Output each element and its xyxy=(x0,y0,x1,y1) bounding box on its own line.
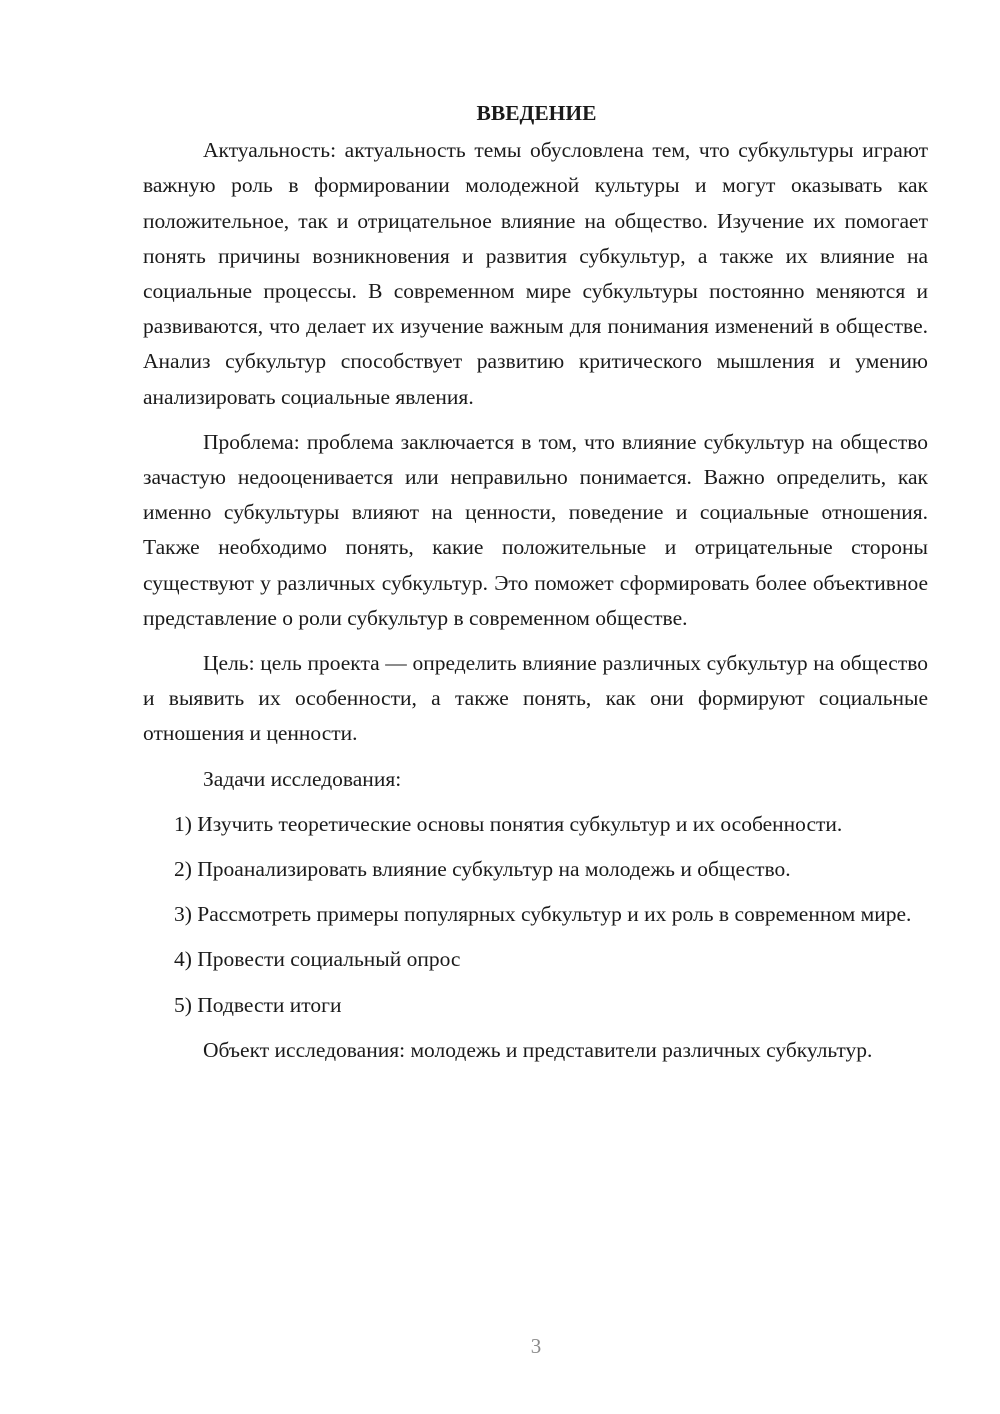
section-heading: ВВЕДЕНИЕ xyxy=(476,101,597,125)
task-item-5: 5) Подвести итоги xyxy=(174,992,342,1017)
task-item-2: 2) Проанализировать влияние субкультур на молодежь и общество. xyxy=(174,857,791,882)
paragraph-tasks-title: Задачи исследования: xyxy=(203,766,402,791)
paragraph-goal: Цель: цель проекта — определить влияние различных субкультур на общество и выявить их особенности, а также понять, как они формируют социальные отношения и ценности. xyxy=(143,651,928,746)
task-item-3: 3) Рассмотреть примеры популярных субкультур и их роль в современном мире. xyxy=(174,902,912,927)
page-number: 3 xyxy=(530,1334,542,1358)
document-body xyxy=(143,96,928,1078)
task-item-1: 1) Изучить теоретические основы понятия субкультур и их особенности. xyxy=(174,811,843,836)
task-item-4: 4) Провести социальный опрос xyxy=(174,947,461,972)
paragraph-problem: Проблема: проблема заключается в том, что влияние субкультур на общество зачастую недооценивается или неправильно понимается. Важно определить, как именно субкультуры влияют на ценности, поведение и социальные отношения. Также необходимо понять, какие положительные и отрицательные стороны существуют у различных субкультур. Это поможет сформировать более объективное представление о роли субкультур в современном обществе. xyxy=(143,429,928,630)
paragraph-relevance: Актуальность: актуальность темы обусловлена тем, что субкультуры играют важную роль в формировании молодежной культуры и могут оказывать как положительное, так и отрицательное влияние на общество. Изучение их помогает понять причины возникновения и развития субкультур, а также их влияние на социальные процессы. В современном мире субкультуры постоянно меняются и развиваются, что делает их изучение важным для понимания изменений в обществе. Анализ субкультур способствует развитию критического мышления и умению анализировать социальные явления. xyxy=(143,138,928,409)
paragraph-object: Объект исследования: молодежь и представители различных субкультур. xyxy=(203,1037,873,1062)
